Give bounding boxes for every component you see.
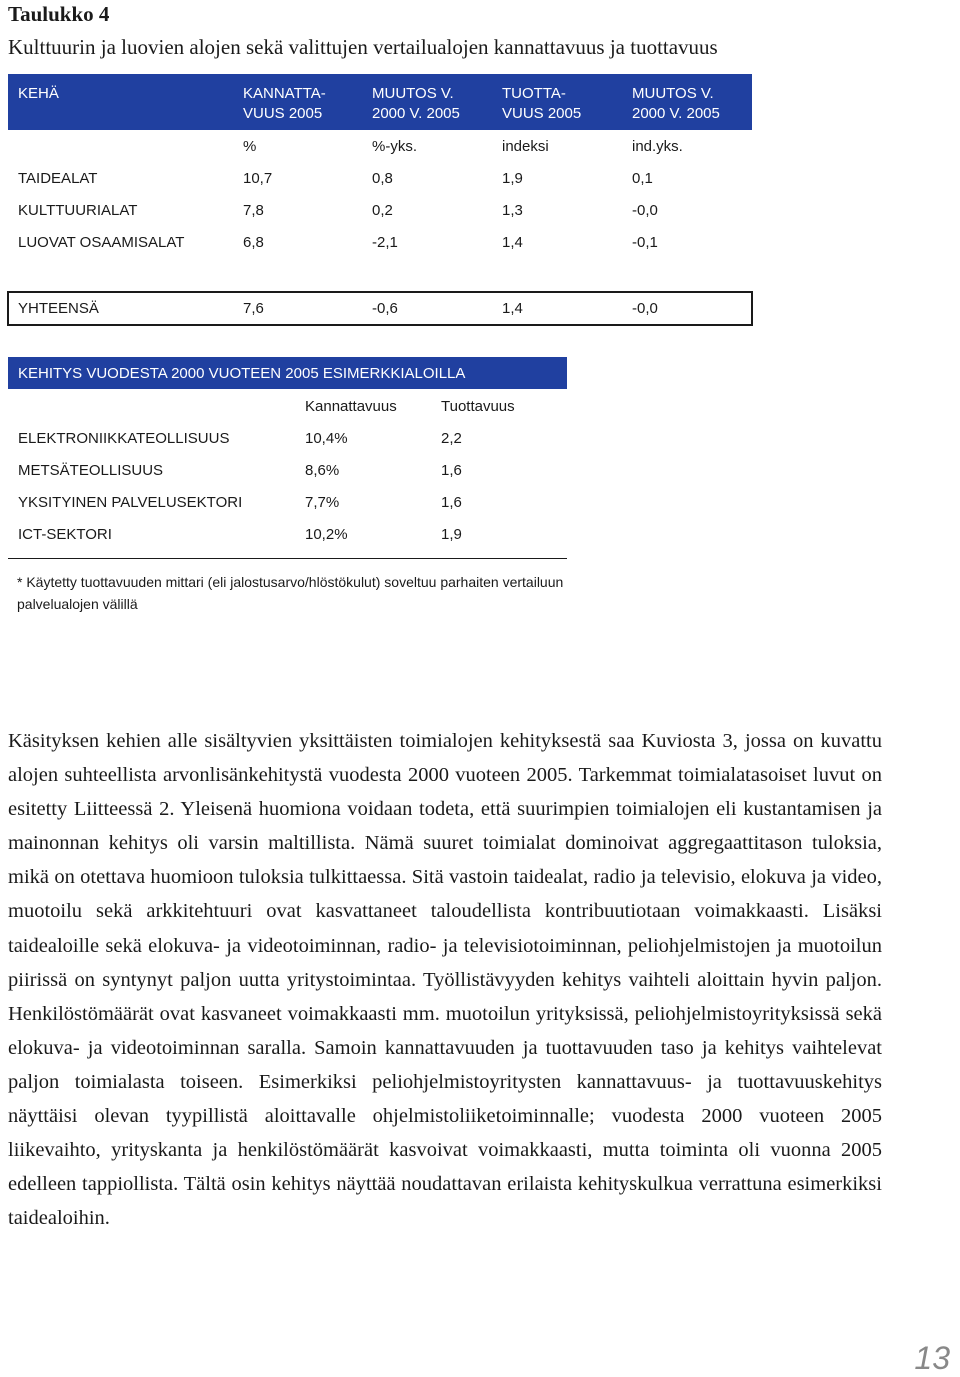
header-line: MUUTOS V. xyxy=(372,85,454,102)
cell-value: 1,6 xyxy=(441,494,462,511)
page-number: 13 xyxy=(914,1340,950,1376)
header-line: 2000 V. 2005 xyxy=(632,105,720,122)
header-muutos-kannattavuus xyxy=(372,84,492,124)
header-line: VUUS 2005 xyxy=(502,105,582,122)
row-label: ICT-SEKTORI xyxy=(18,526,112,543)
cell-value: 1,9 xyxy=(441,526,462,543)
total-row xyxy=(7,291,753,326)
cell-value: 2,2 xyxy=(441,430,462,447)
header-line: TUOTTA- xyxy=(502,85,566,102)
unit-index-points: ind.yks. xyxy=(632,138,683,155)
unit-percent: % xyxy=(243,138,257,155)
cell-value: 1,3 xyxy=(502,202,523,219)
cell-value: 7,8 xyxy=(243,202,264,219)
examples-header xyxy=(8,357,567,389)
cell-value: 0,1 xyxy=(632,170,653,187)
cell-value: -2,1 xyxy=(372,234,398,251)
header-muutos-tuottavuus xyxy=(632,84,752,124)
col-header-kannattavuus: Kannattavuus xyxy=(305,398,397,415)
cell-value: -0,1 xyxy=(632,234,658,251)
examples-column-headers xyxy=(0,398,600,420)
cell-value: -0,0 xyxy=(632,202,658,219)
header-kannattavuus xyxy=(243,84,363,124)
cell-value: 10,7 xyxy=(243,170,273,187)
body-paragraph: Käsityksen kehien alle sisältyvien yksittäisten toimialojen kehityksestä saa Kuviosta 3, jossa on kuvattu alojen suhteellista arvonlisänkehitystä vuodesta 2000 vuoteen 2005. Tarkemmat toimialatasoiset luvut on esitetty Liitteessä 2. Yleisenä huomiona voidaan todeta, että suurimpien toimialojen eli kustantamisen ja mainonnan kehitys oli varsin maltillista. Nämä suuret toimialat dominoivat aggregaattitason tuloksia, mikä on otettava huomioon tuloksia tulkittaessa. Sitä vastoin taidealat, radio ja televisio, elokuva ja video, muotoilu sekä arkkitehtuuri ovat kasvattaneet taloudellista kontribuutiotaan voimakkaasti. Lisäksi taidealoille sekä elokuva- ja videotoiminnan, radio- ja televisiotoiminnan, peliohjelmistojen ja muotoilun piirissä on syntynyt paljon uutta yritystoimintaa. Työllistävyyden kehitys vaihteli aloittain hyvin paljon. Henkilöstömäärät ovat kasvaneet voimakkaasti mm. muotoilun yrityksissä, peliohjelmistoyrityksissä sekä elokuva- ja videotoiminnan saralla. Samoin kannattavuuden ja tuottavuuden taso ja kehitys vaihtelevat paljon toimialasta toiseen. Esimerkiksi peliohjelmistoyritysten kannattavuus- ja tuottavuuskehitys näyttäisi olevan tyypillistä aloittavalle ohjelmistoliiketoiminnalle; vuodesta 2000 vuoteen 2005 liikevaihto, yrityskanta ja henkilöstömäärät kasvoivat voimakkaasti, mutta toiminta oli vuonna 2005 edelleen tappiollista. Tältä osin kehitys näyttää noudattavan erilaista kehityskulkua verrattuna esimerkiksi taidealoihin. xyxy=(8,730,882,1230)
header-line: VUUS 2005 xyxy=(243,105,323,122)
cell-value: 0,2 xyxy=(372,202,393,219)
row-label: METSÄTEOLLISUUS xyxy=(18,462,164,479)
examples-row xyxy=(0,526,600,548)
footnote: * Käytetty tuottavuuden mittari (eli jalostusarvo/hlöstökulut) soveltuu parhaiten vertailuun palvelualojen välillä xyxy=(17,574,564,612)
units-row xyxy=(0,138,760,160)
cell-value: 1,4 xyxy=(502,234,523,251)
header-line: MUUTOS V. xyxy=(632,85,714,102)
total-value: -0,0 xyxy=(632,300,658,317)
row-label: YKSITYINEN PALVELUSEKTORI xyxy=(18,494,243,511)
examples-title: KEHITYS VUODESTA 2000 VUOTEEN 2005 ESIMERKKIALOILLA xyxy=(18,365,466,382)
total-value: 1,4 xyxy=(502,300,523,317)
unit-percent-points: %-yks. xyxy=(372,138,417,155)
cell-value: 0,8 xyxy=(372,170,393,187)
cell-value: 1,6 xyxy=(441,462,462,479)
row-label: ELEKTRONIIKKATEOLLISUUS xyxy=(18,430,230,447)
cell-value: 7,7% xyxy=(305,494,340,511)
table-row xyxy=(0,202,760,224)
header-line: KEHÄ xyxy=(18,85,59,102)
cell-value: 1,9 xyxy=(502,170,523,187)
cell-value: 10,4% xyxy=(305,430,348,447)
total-value: -0,6 xyxy=(372,300,398,317)
table-row xyxy=(0,170,760,192)
cell-value: 10,2% xyxy=(305,526,348,543)
table-header xyxy=(8,74,752,130)
table-row xyxy=(0,234,760,256)
row-label: LUOVAT OSAAMISALAT xyxy=(18,234,185,251)
table-title: Kulttuurin ja luovien alojen sekä valittujen vertailualojen kannattavuus ja tuottavuus xyxy=(8,35,718,59)
row-label: TAIDEALAT xyxy=(18,170,98,187)
header-tuottavuus xyxy=(502,84,622,124)
cell-value: 6,8 xyxy=(243,234,264,251)
total-label: YHTEENSÄ xyxy=(18,300,99,317)
examples-row xyxy=(0,462,600,484)
divider xyxy=(8,558,567,559)
col-header-tuottavuus: Tuottavuus xyxy=(441,398,515,415)
unit-index: indeksi xyxy=(502,138,549,155)
row-label: KULTTUURIALAT xyxy=(18,202,138,219)
examples-row xyxy=(0,430,600,452)
total-value: 7,6 xyxy=(243,300,264,317)
examples-row xyxy=(0,494,600,516)
header-line: KANNATTA- xyxy=(243,85,326,102)
header-line: 2000 V. 2005 xyxy=(372,105,460,122)
table-label: Taulukko 4 xyxy=(8,2,110,26)
cell-value: 8,6% xyxy=(305,462,340,479)
header-keha xyxy=(18,84,59,104)
